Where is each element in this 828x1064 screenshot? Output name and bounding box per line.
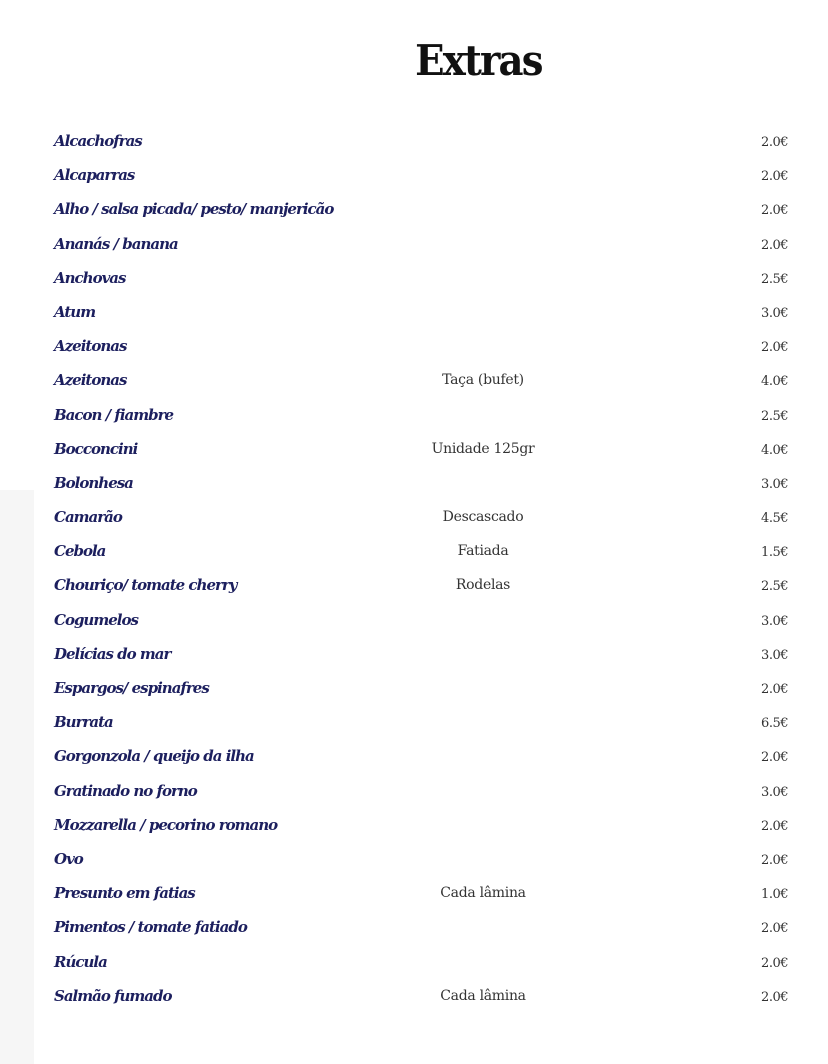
item-note: Unidade 125gr [431,440,535,457]
item-name: Atum [54,302,96,321]
item-name: Mozzarella / pecorino romano [54,815,278,834]
item-price: 2.0€ [761,818,788,834]
item-price: 4.0€ [761,442,788,458]
item-price: 2.0€ [761,237,788,253]
item-name: Presunto em fatias [54,884,195,903]
item-price: 2.0€ [761,203,788,219]
item-name: Bolonhesa [54,473,133,492]
menu-item-row [54,846,794,880]
item-price: 1.5€ [761,545,788,561]
item-name: Camarão [54,508,122,527]
item-name: Pimentos / tomate fatiado [54,918,247,937]
item-note: Descascado [442,509,524,526]
item-price: 2.5€ [761,579,788,595]
item-name: Alho / salsa picada/ pesto/ manjericão [54,200,334,219]
menu-item-row [54,470,794,504]
item-note: Cada lâmina [440,885,526,902]
item-price: 3.0€ [761,476,788,492]
item-price: 2.5€ [761,271,788,287]
item-price: 2.0€ [761,852,788,868]
item-note: Cada lâmina [440,987,526,1004]
item-name: Anchovas [54,268,126,287]
menu-item-row [54,436,794,470]
item-price: 2.0€ [761,682,788,697]
item-price: 2.0€ [761,340,788,356]
item-name: Ovo [54,849,83,868]
item-price: 4.5€ [761,511,788,527]
menu-item-row [54,949,794,983]
menu-item-row [54,367,794,401]
item-note: Rodelas [455,577,511,594]
item-price: 2.0€ [761,989,788,1005]
menu-item-row [54,778,794,812]
item-name: Espargos/ espinafres [54,679,209,697]
item-price: 4.0€ [761,374,788,390]
item-name: Gratinado no forno [54,781,197,800]
item-name: Bocconcini [54,439,138,458]
item-name: Chouriço/ tomate cherry [54,576,237,595]
menu-item-row [54,743,794,777]
menu-item-row [54,402,794,436]
item-name: Cebola [54,542,106,561]
menu-item-row [54,880,794,914]
menu-item-row [54,709,794,743]
menu-item-row [54,812,794,846]
menu-item-row [54,333,794,367]
menu-item-row [54,538,794,572]
menu-item-row [54,299,794,333]
item-price: 3.0€ [761,613,788,629]
item-name: Azeitonas [54,337,127,356]
item-name: Alcaparras [54,166,135,185]
item-price: 2.0€ [761,921,788,937]
item-note: Taça (bufet) [442,372,524,389]
menu-item-row [54,162,794,196]
item-name: Ananás / banana [54,234,178,253]
item-price: 3.0€ [761,647,788,663]
item-price: 2.0€ [761,135,788,150]
item-note: Fatiada [457,543,509,560]
menu-item-row [54,196,794,230]
menu-item-row [54,607,794,641]
menu-item-row [54,231,794,265]
item-name: Cogumelos [54,610,138,629]
item-name: Rúcula [54,952,107,971]
menu-item-row [54,572,794,606]
item-price: 2.0€ [761,169,788,185]
item-name: Salmão fumado [54,986,172,1005]
item-name: Azeitonas [54,371,127,390]
menu-item-row [54,983,794,1017]
page-edge-shadow [0,490,34,1064]
item-name: Alcachofras [54,132,142,150]
item-name: Bacon / fiambre [54,405,174,424]
menu-item-row [54,914,794,948]
item-name: Gorgonzola / queijo da ilha [54,747,254,766]
item-name: Burrata [54,713,113,732]
menu-item-row [54,128,794,162]
item-price: 6.5€ [761,716,788,732]
menu-item-row [54,675,794,709]
menu-item-row [54,504,794,538]
item-price: 2.0€ [761,955,788,971]
item-price: 3.0€ [761,305,788,321]
menu-item-row [54,265,794,299]
item-price: 1.0€ [761,887,788,903]
item-price: 3.0€ [761,784,788,800]
item-price: 2.0€ [761,750,788,766]
page-title: Extras [415,36,542,85]
extras-list [54,128,794,1017]
item-price: 2.5€ [761,408,788,424]
item-name: Delícias do mar [54,644,171,663]
menu-item-row [54,641,794,675]
